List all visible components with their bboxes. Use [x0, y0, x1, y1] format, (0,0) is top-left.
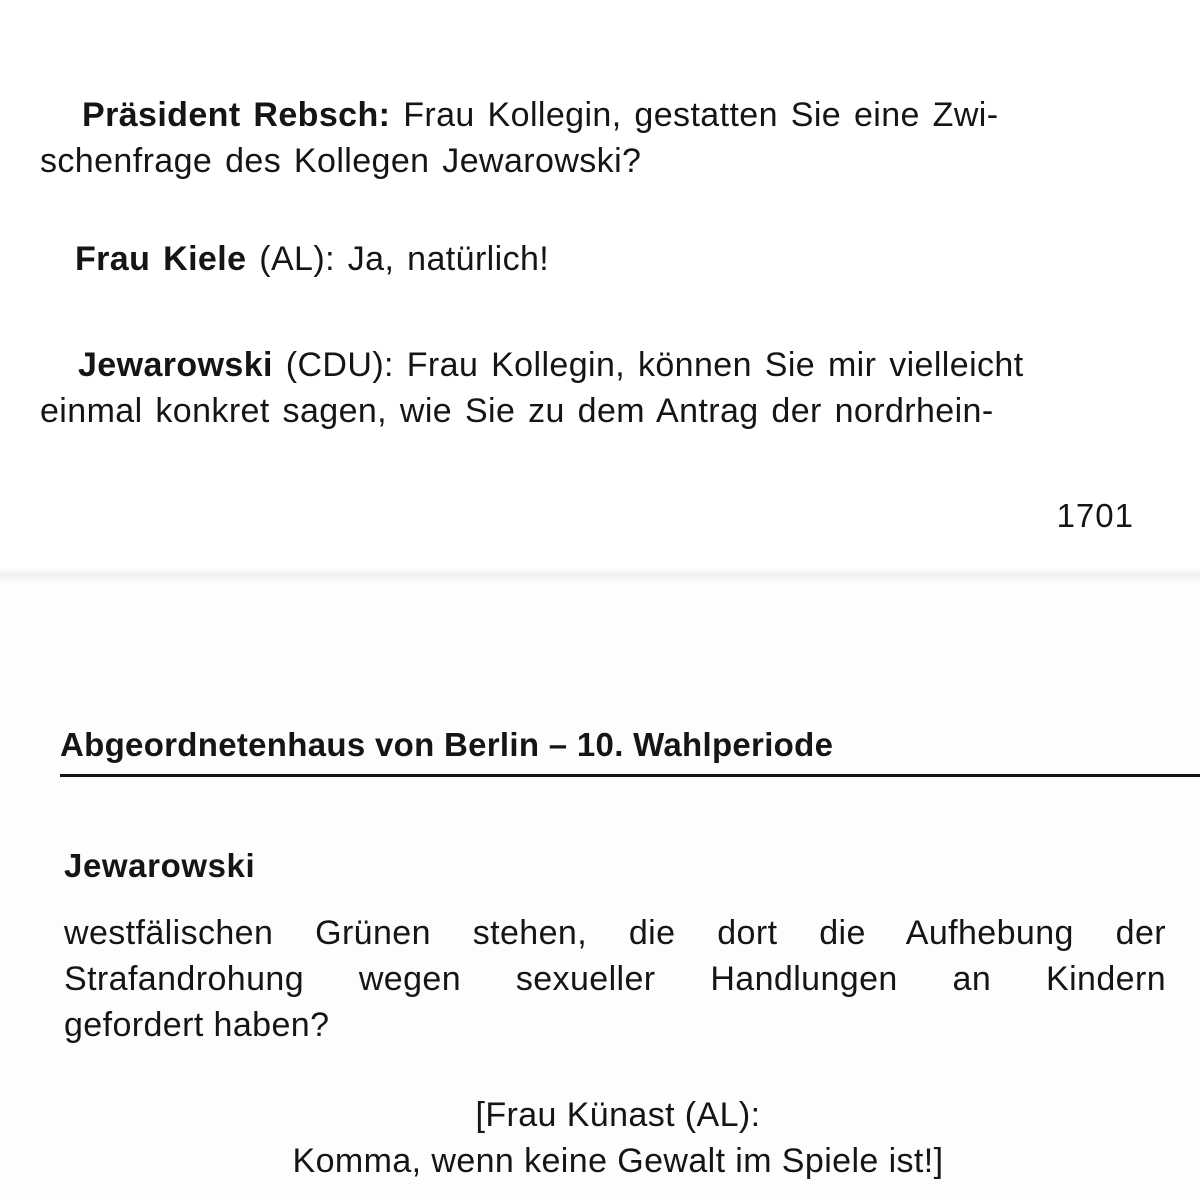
- speaker-name: Präsident Rebsch:: [82, 96, 391, 134]
- page-number: 1701: [1056, 497, 1134, 534]
- header-rule: [60, 774, 1200, 777]
- text-line: westfälischen Grünen stehen, die dort die Aufhebung der: [64, 914, 1166, 952]
- interjection-line: Komma, wenn keine Gewalt im Spiele ist!]: [292, 1142, 944, 1180]
- paragraph-jewarowski: [40, 342, 1024, 434]
- speaker-heading: Jewarowski: [64, 847, 256, 884]
- paragraph-praesident-rebsch: [40, 92, 998, 184]
- speech-text: (CDU): Frau Kollegin, können Sie mir vielleicht: [285, 346, 1024, 384]
- top-page-excerpt: [0, 0, 1200, 575]
- speech-text: Frau Kollegin, gestatten Sie eine Zwi-: [403, 96, 999, 134]
- speech-text: schenfrage des Kollegen Jewarowski?: [40, 142, 642, 180]
- running-head: Abgeordnetenhaus von Berlin – 10. Wahlperiode: [60, 726, 834, 763]
- page-separator: [0, 568, 1200, 582]
- text-line: gefordert haben?: [64, 1006, 330, 1044]
- interjection: [0, 1092, 1200, 1184]
- speech-text: einmal konkret sagen, wie Sie zu dem Antrag der nordrhein-: [40, 392, 994, 430]
- text-line: Strafandrohung wegen sexueller Handlungen an Kindern: [64, 960, 1166, 998]
- speech-text: (AL): Ja, natürlich!: [259, 240, 550, 278]
- speaker-name: Jewarowski: [78, 346, 273, 384]
- interjection-line: [Frau Künast (AL):: [475, 1096, 761, 1134]
- continuation-paragraph: [64, 910, 1166, 1048]
- paragraph-frau-kiele: [75, 236, 549, 282]
- speaker-name: Frau Kiele: [75, 240, 247, 278]
